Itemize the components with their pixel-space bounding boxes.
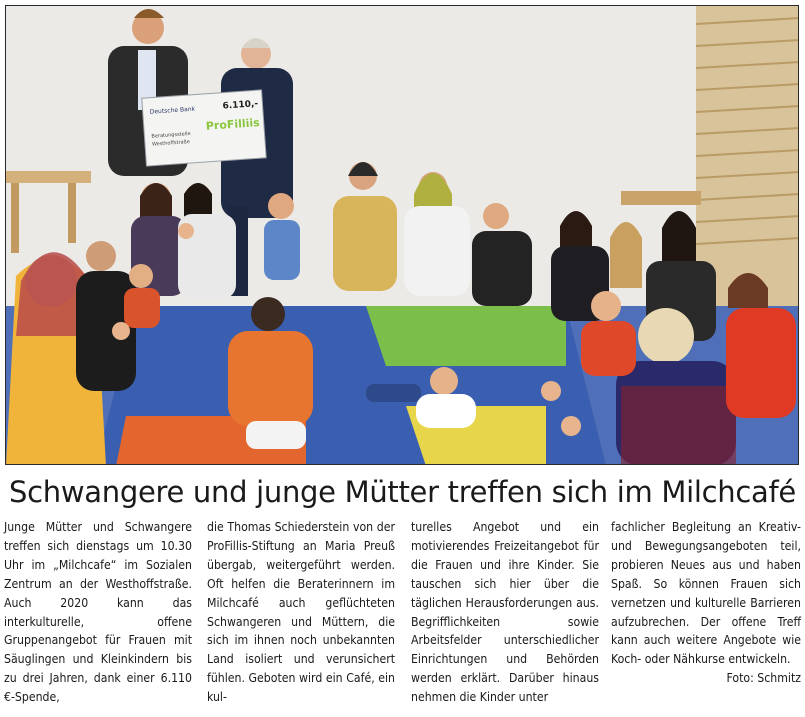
column-4-body: fachlicher Begleitung an Kreativ- und Bewegungsangeboten teil, probieren Neues aus und haben Spaß. So können Frauen sich vernetzen und kulturelle Barrieren aufzubrechen. Der offene Treff kann auch weitere Angebote wie Koch- oder Nähkurse entwickeln.: [611, 520, 801, 667]
cheque-bank: Deutsche Bank: [149, 105, 196, 116]
column-1-text: Junge Mütter und Schwangere treffen sich dienstags um 10.30 Uhr im „Milchcafe“ im Sozialen Zentrum an der Westhoffstraße. Auch 2020 kann das interkulturelle, offene Gruppenangebot für Frauen mit Säuglingen und Kleinkindern bis zu drei Jahren, dank einer 6.110 €-Spende,: [4, 520, 192, 705]
photo-image: [6, 6, 799, 465]
cheque-brand: ProFilliis: [205, 116, 261, 133]
article-photo: [5, 5, 799, 465]
column-2-text: die Thomas Schiederstein von der ProFillis-Stiftung an Maria Preuß übergab, weitergeführt werden. Oft helfen die Beraterinnern im Milchcafé auch geflüchteten Schwangeren und Müttern, die sich im ihnen noch unbekannten Land isoliert und verunsichert fühlen. Geboten wird ein Café, ein kul-: [207, 520, 395, 705]
headline: Schwangere und junge Mütter treffen sich im Milchcafé: [9, 475, 796, 509]
column-1: [4, 518, 192, 707]
column-4: [611, 518, 801, 688]
cheque: [142, 90, 266, 166]
cheque-amount: 6.110,-: [222, 99, 259, 112]
cheque-payee: Beratungsstelle: [151, 130, 191, 140]
photo-credit: Foto: Schmitz: [726, 671, 801, 686]
column-3-text: turelles Angebot und ein motivierendes Freizeitangebot für die Frauen und ihre Kinder. Sie tauschen sich hier über die täglichen Herausforderungen aus. Begrifflichkeiten sowie Arbeitsfelder unterschiedlicher Einrichtungen und Behörden werden erklärt. Darüber hinaus nehmen die Kinder unter: [411, 520, 599, 705]
column-2: [207, 518, 395, 707]
column-4-text: [611, 518, 801, 686]
article-body: [4, 518, 801, 713]
cheque-payee-2: Westhoffstraße: [151, 139, 191, 148]
column-3: [411, 518, 599, 707]
